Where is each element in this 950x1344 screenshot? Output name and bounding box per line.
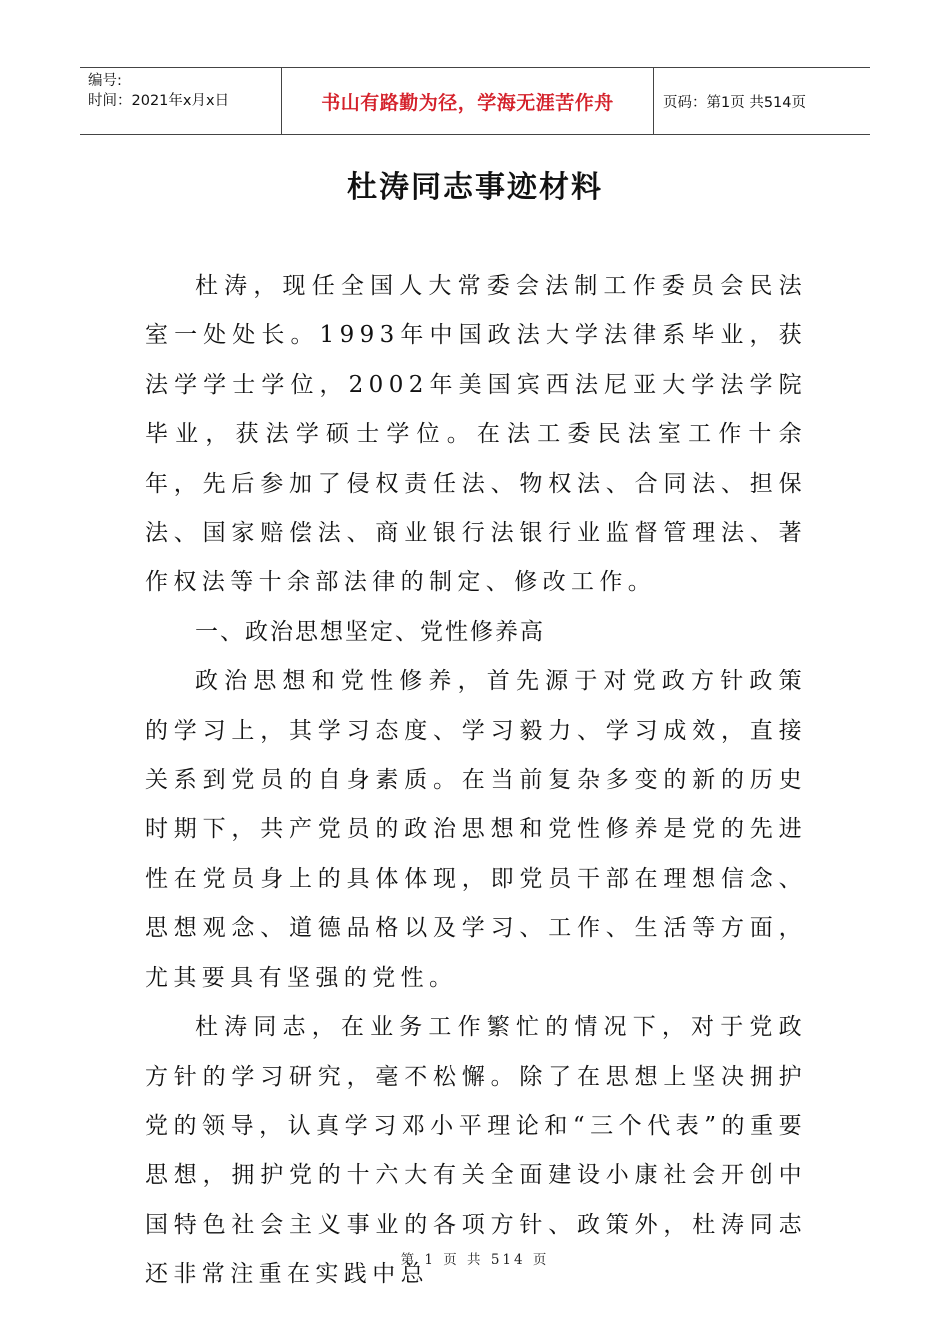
document-body bbox=[145, 262, 807, 1300]
header-meta bbox=[80, 68, 282, 134]
document-title: 杜涛同志事迹材料 bbox=[347, 170, 603, 205]
paragraph-study: 杜涛同志，在业务工作繁忙的情况下，对于党政方针的学习研究，毫不松懈。除了在思想上坚决拥护党的领导，认真学习邓小平理论和“三个代表”的重要思想，拥护党的十六大有关全面建设小康社会开创中国特色社会主义事业的各项方针、政策外，杜涛同志还非常注重在实践中总 bbox=[145, 1014, 807, 1288]
page-footer: 第 1 页 共 514 页 bbox=[400, 1252, 550, 1268]
serial-number-label: 编号: bbox=[88, 73, 122, 89]
paragraph-politics: 政治思想和党性修养，首先源于对党政方针政策的学习上，其学习态度、学习毅力、学习成效，直接关系到党员的自身素质。在当前复杂多变的新的历史时期下，共产党员的政治思想和党性修养是党的先进性在党员身上的具体体现，即党员干部在理想信念、思想观念、道德品格以及学习、工作、生活等方面，尤其要具有坚强的党性。 bbox=[145, 668, 807, 991]
header-motto: 书山有路勤为径，学海无涯苦作舟 bbox=[282, 68, 654, 134]
header-page-info: 页码：第1页 共514页 bbox=[663, 94, 807, 111]
date-label: 时间：2021年x月x日 bbox=[88, 93, 230, 109]
paragraph-intro: 杜涛，现任全国人大常委会法制工作委员会民法室一处处长。1993年中国政法大学法律系毕业，获法学学士学位，2002年美国宾西法尼亚大学法学院毕业，获法学硕士学位。在法工委民法室工作十余年，先后参加了侵权责任法、物权法、合同法、担保法、国家赔偿法、商业银行法银行业监督管理法、著作权法等十余部法律的制定、修改工作。 bbox=[145, 273, 807, 596]
page-header bbox=[80, 67, 870, 135]
section-heading: 一、政治思想坚定、党性修养高 bbox=[195, 618, 545, 645]
